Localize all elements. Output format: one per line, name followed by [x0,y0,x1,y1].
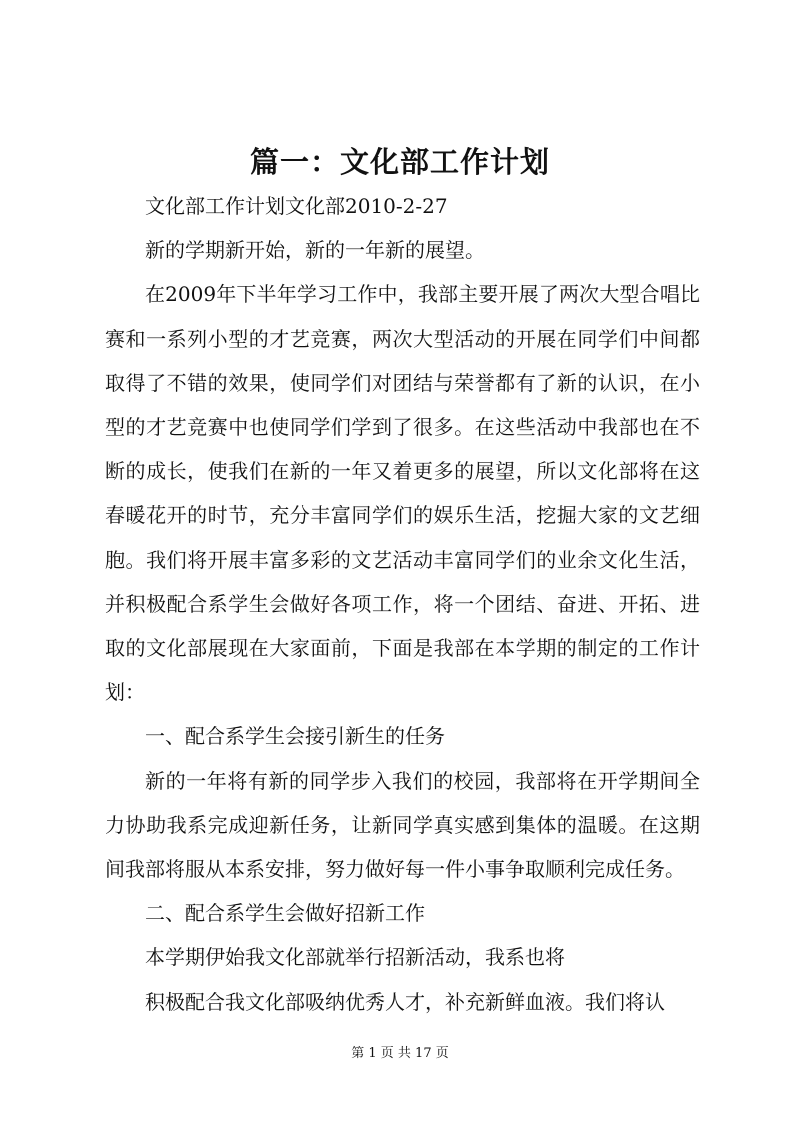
paragraph-header-line: 文化部工作计划文化部2010-2-27 [145,194,448,218]
paragraph-section-2-b: 积极配合我文化部吸纳优秀人才，补充新鲜血液。我们将认 [145,989,665,1014]
page-footer [0,1044,800,1064]
paragraph-section-1: 新的一年将有新的同学步入我们的校园，我部将在开学期间全力协助我系完成迎新任务，让新同学真实感到集体的温暖。在这期间我部将服从本系安排，努力做好每一件小事争取顺利完成任务。 [105,768,700,882]
section-heading-2: 二、配合系学生会做好招新工作 [145,901,425,926]
paragraph-opening: 新的学期新开始，新的一年新的展望。 [145,238,485,263]
paragraph-section-2-a: 本学期伊始我文化部就举行招新活动，我系也将 [145,945,565,970]
document-body [105,184,700,1024]
document-title: 篇一：文化部工作计划 [249,145,550,179]
page-number-label: 第 1 页 共 17 页 [351,1046,449,1061]
section-heading-1: 一、配合系学生会接引新生的任务 [145,724,445,749]
paragraph-summary: 在2009年下半年学习工作中，我部主要开展了两次大型合唱比赛和一系列小型的才艺竞赛，两次大型活动的开展在同学们中间都取得了不错的效果，使同学们对团结与荣誉都有了新的认识，在小型的才艺竞赛中也使同学们学到了很多。在这些活动中我部也在不断的成长，使我们在新的一年又着更多的展望，所以文化部将在这春暖花开的时节，充分丰富同学们的娱乐生活，挖掘大家的文艺细胞。我们将开展丰富多彩的文艺活动丰富同学们的业余文化生活，并积极配合系学生会做好各项工作，将一个团结、奋进、开拓、进取的文化部展现在大家面前，下面是我部在本学期的制定的工作计划： [105,282,700,705]
